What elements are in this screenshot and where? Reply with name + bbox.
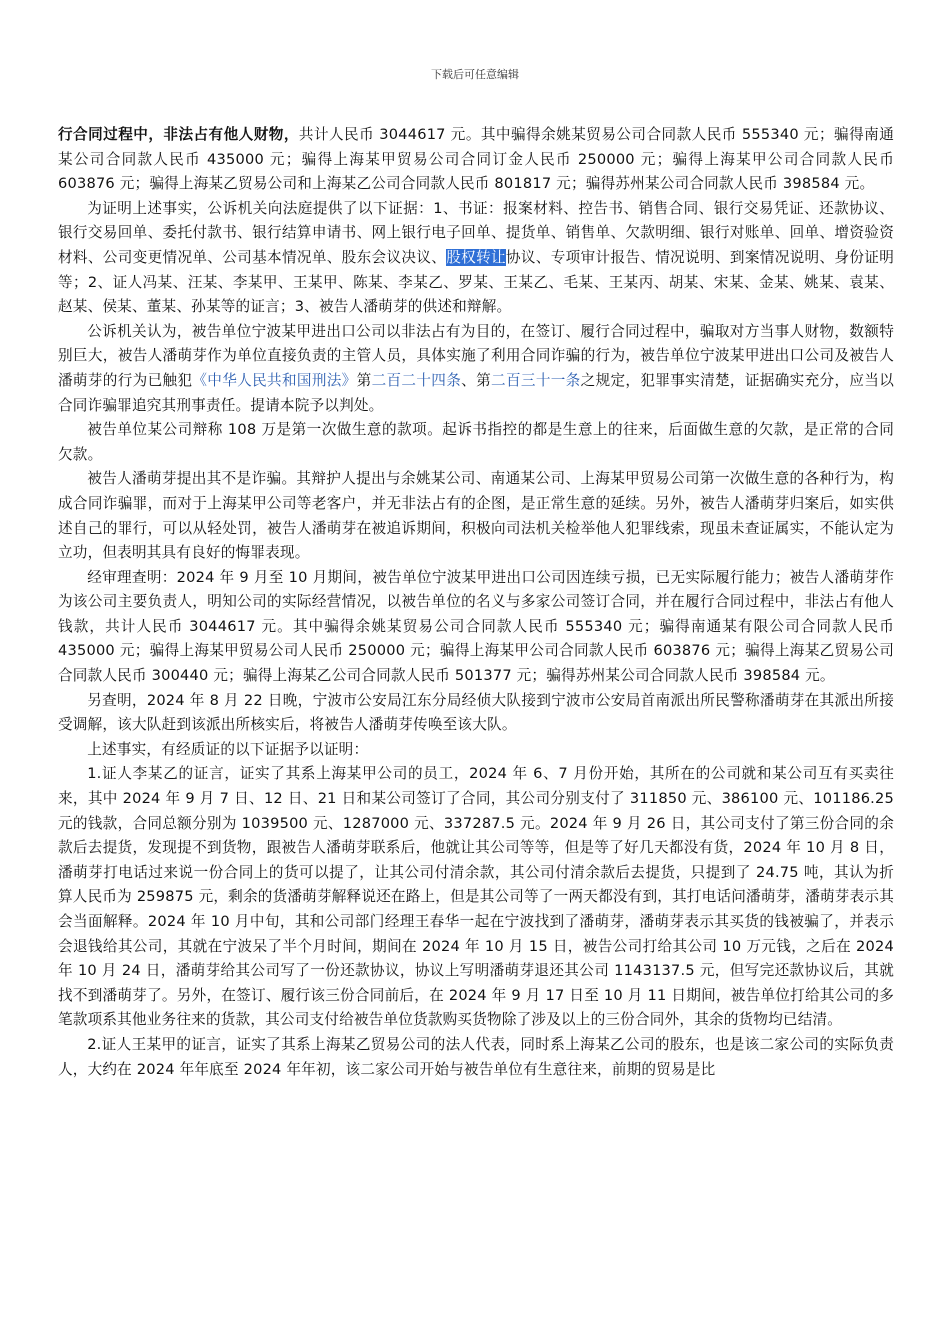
document-body xyxy=(58,123,894,1082)
paragraph-1 xyxy=(58,123,894,197)
paragraph-10: 2.证人王某甲的证言，证实了其系上海某乙贸易公司的法人代表，同时系上海某乙公司的股东，也是该二家公司的实际负责人，大约在 2024 年年底至 2024 年年初，该二家公司开始与被告单位有生意往来，前期的贸易是比 xyxy=(58,1035,894,1078)
article-224-link[interactable]: 二百二十四条 xyxy=(371,371,462,389)
paragraph-3 xyxy=(58,320,894,418)
paragraph-9: 1.证人李某乙的证言，证实了其系上海某甲公司的员工，2024 年 6、7 月份开始，其所在的公司就和某公司互有买卖往来，其中 2024 年 9 月 7 日、12 日、21 日和某公司签订了合同，其公司分别支付了 311850 元、386100 元、101186.25 元的钱款，合同总额分别为 1039500 元、1287000 元、337287.5 元。2024 年 9 月 26 日，其公司支付了第三份合同的余款后去提货，发现提不到货物，跟被告人潘萌芽联系后，他就让其公司等等，但是等了好几天都没有货，2024 年 10 月 8 日，潘萌芽打电话过来说一份合同上的货可以提了，让其公司付清余款，其公司付清余款后去提货，只提到了 24.75 吨，其认为折算人民币为 259875 元，剩余的货潘萌芽解释说还在路上，但是其公司等了一两天都没有到，其打电话问潘萌芽，潘萌芽表示其会当面解释。2024 年 10 月中旬，其和公司部门经理王春华一起在宁波找到了潘萌芽，潘萌芽表示其买货的钱被骗了，并表示会退钱给其公司，其就在宁波呆了半个月时间，期间在 2024 年 10 月 15 日，被告公司打给其公司 10 万元钱，之后在 2024 年 10 月 24 日，潘萌芽给其公司写了一份还款协议，协议上写明潘萌芽退还其公司 1143137.5 元，但写完还款协议后，其就找不到潘萌芽了。另外，在签订、履行该三份合同前后，在 2024 年 9 月 17 日至 10 月 11 日期间，被告单位打给其公司的多笔款项系其他业务往来的货款，其公司支付给被告单位货款购买货物除了涉及以上的三份合同外，其余的货物均已结清。 xyxy=(58,765,894,1029)
criminal-law-link[interactable]: 《中华人民共和国刑法》 xyxy=(192,371,357,389)
paragraph-7: 另查明，2024 年 8 月 22 日晚，宁波市公安局江东分局经侦大队接到宁波市公安局首南派出所民警称潘萌芽在其派出所接受调解，该大队赶到该派出所核实后，将被告人潘萌芽传唤至该大队。 xyxy=(58,691,894,734)
paragraph-1-text: 共计人民币 3044617 元。其中骗得余姚某贸易公司合同款人民币 555340 元；骗得南通某公司合同款人民币 435000 元；骗得上海某甲贸易公司合同订金人民币 250000 元；骗得上海某甲公司合同款人民币 603876 元；骗得上海某乙贸易公司和上海某乙公司合同款人民币 801817 元；骗得苏州某公司合同款人民币 398584 元。 xyxy=(58,126,894,193)
paragraph-2 xyxy=(58,197,894,320)
paragraph-2-text-after: 协议、专项审计报告、情况说明、到案情况说明、身份证明等；2、证人冯某、汪某、李某甲、王某甲、陈某、李某乙、罗某、王某乙、毛某、王某丙、胡某、宋某、金某、姚某、袁某、赵某、侯某、董某、孙某等的证言；3、被告人潘萌芽的供述和辩解。 xyxy=(58,248,895,316)
paragraph-8: 上述事实，有经质证的以下证据予以证明： xyxy=(87,740,369,758)
paragraph-3-text-3: 、第 xyxy=(461,371,492,389)
paragraph-3-text-4: 之规定，犯罪事实清楚，证据确实充分，应当以合同诈骗罪追究其刑事责任。提请本院予以判处。 xyxy=(58,371,895,414)
header-note: 下载后可任意编辑 xyxy=(431,68,519,81)
paragraph-2-text-before: 为证明上述事实，公诉机关向法庭提供了以下证据：1、书证：报案材料、控告书、销售合同、银行交易凭证、还款协议、银行交易回单、委托付款书、银行结算申请书、网上银行电子回单、提货单、销售单、欠款明细、银行对账单、回单、增资验资材料、公司变更情况单、公司基本情况单、股东会议决议、 xyxy=(58,199,894,266)
paragraph-6: 经审理查明：2024 年 9 月至 10 月期间，被告单位宁波某甲进出口公司因连续亏损，已无实际履行能力；被告人潘萌芽作为该公司主要负责人，明知公司的实际经营情况，以被告单位的名义与多家公司签订合同，并在履行合同过程中，非法占有他人钱款，共计人民币 3044617 元。其中骗得余姚某贸易公司合同款人民币 555340 元；骗得南通某有限公司合同款人民币 435000 元；骗得上海某甲贸易公司人民币 250000 元；骗得上海某甲公司合同款人民币 603876 元；骗得上海某乙贸易公司合同款人民币 300440 元；骗得上海某乙公司合同款人民币 501377 元；骗得苏州某公司合同款人民币 398584 元。 xyxy=(58,568,894,685)
paragraph-3-text-1: 公诉机关认为，被告单位宁波某甲进出口公司以非法占有为目的，在签订、履行合同过程中，骗取对方当事人财物，数额特别巨大，被告人潘萌芽作为单位直接负责的主管人员，具体实施了利用合同诈骗的行为，被告单位宁波某甲进出口公司及被告人潘萌芽的行为已触犯 xyxy=(58,322,894,389)
paragraph-1-bold-text: 行合同过程中，非法占有他人财物， xyxy=(58,126,299,143)
paragraph-5: 被告人潘萌芽提出其不是诈骗。其辩护人提出与余姚某公司、南通某公司、上海某甲贸易公司第一次做生意的各种行为，构成合同诈骗罪，而对于上海某甲公司等老客户，并无非法占有的企图，是正常生意的延续。另外，被告人潘萌芽归案后，如实供述自己的罪行，可以从轻处罚，被告人潘萌芽在被追诉期间，积极向司法机关检举他人犯罪线索，现虽未查证属实，不能认定为立功，但表明其具有良好的悔罪表现。 xyxy=(58,470,894,562)
article-231-link[interactable]: 二百三十一条 xyxy=(491,371,581,389)
paragraph-3-text-2: 第 xyxy=(356,371,372,389)
paragraph-4: 被告单位某公司辩称 108 万是第一次做生意的款项。起诉书指控的都是生意上的往来，后面做生意的欠款，是正常的合同欠款。 xyxy=(58,421,894,463)
highlighted-term[interactable]: 股权转让 xyxy=(446,248,506,266)
